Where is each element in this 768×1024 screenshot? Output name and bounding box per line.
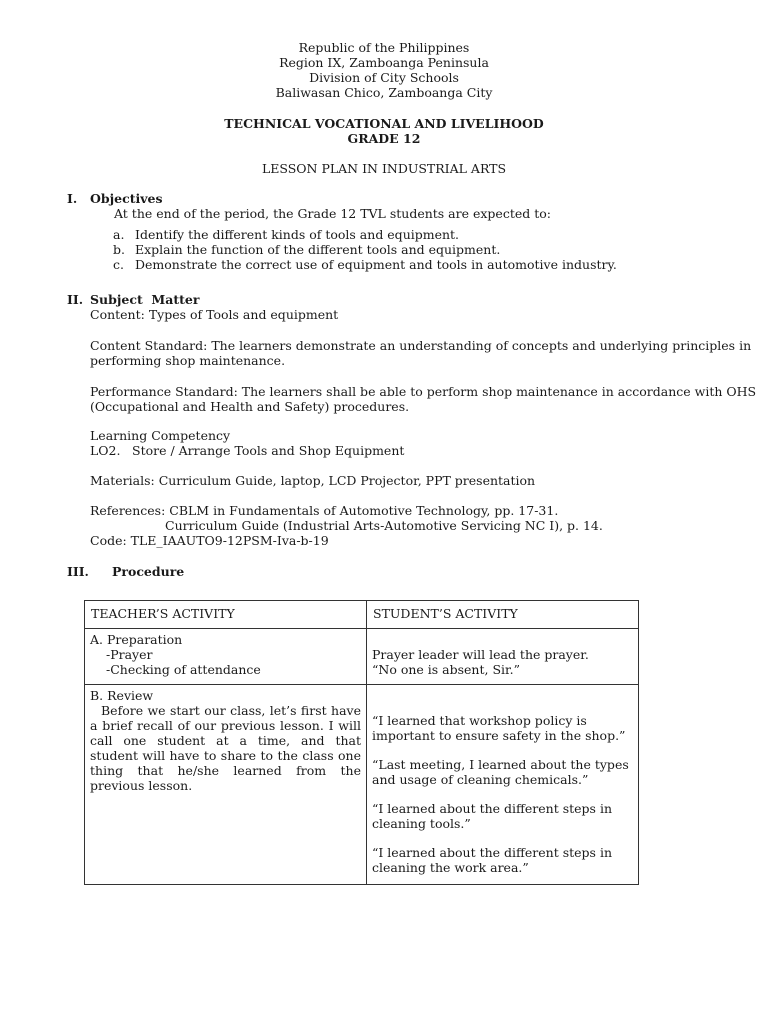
subject-content: Content: Types of Tools and equipment [90,307,339,322]
letterhead [0,40,768,100]
title-line: TECHNICAL VOCATIONAL AND LIVELIHOOD [224,116,544,131]
code: Code: TLE_IAAUTO9-12PSM-Iva-b-19 [90,533,329,548]
document-title [0,116,768,146]
letterhead-line: Baliwasan Chico, Zamboanga City [275,85,493,100]
table-row [85,629,639,685]
objective-text: Demonstrate the correct use of equipment and tools in automotive industry. [135,257,617,272]
objective-letter: b. [113,242,125,257]
student-response: Prayer leader will lead the prayer. [372,647,589,662]
objectives-numeral: I. [67,191,78,206]
objective-text: Identify the different kinds of tools and equipment. [135,227,460,242]
objective-text: Explain the function of the different tools and equipment. [135,242,501,257]
table-row [85,685,639,885]
student-cell [367,629,639,685]
objective-letter: c. [113,257,124,272]
objective-item [113,227,459,242]
review-title: B. Review [90,688,154,703]
references: References: CBLM in Fundamentals of Automotive Technology, pp. 17-31. [90,503,559,518]
preparation-title: A. Preparation [90,632,183,647]
preparation-item: -Checking of attendance [106,662,261,677]
competency-line [90,443,404,458]
student-response: “I learned about the different steps in cleaning the work area.” [372,845,612,875]
letterhead-line: Region IX, Zamboanga Peninsula [279,55,489,70]
student-response: “No one is absent, Sir.” [372,662,520,677]
content-standard: Content Standard: The learners demonstrate an understanding of concepts and underlying principles in [90,338,752,353]
materials: Materials: Curriculum Guide, laptop, LCD Projector, PPT presentation [90,473,536,488]
performance-standard: Performance Standard: The learners shall be able to perform shop maintenance in accordance with OHS [90,384,757,399]
procedure-table [84,600,639,885]
competency-label: Learning Competency [90,428,231,443]
procedure-heading: Procedure [112,564,185,579]
objectives-intro: At the end of the period, the Grade 12 TVL students are expected to: [114,206,551,221]
objectives-heading: Objectives [90,191,163,206]
student-response: “I learned about the different steps in cleaning tools.” [372,801,612,831]
letterhead-line: Division of City Schools [309,70,459,85]
table-header-row [85,601,639,629]
teacher-cell [85,629,367,685]
teacher-cell [85,685,367,885]
student-activity-header: STUDENT’S ACTIVITY [367,601,639,629]
student-cell [367,685,639,885]
objective-item [113,257,617,272]
competency-code: LO2. [90,443,121,458]
subject-heading: Subject Matter [90,292,200,307]
references-cont: Curriculum Guide (Industrial Arts-Automotive Servicing NC I), p. 14. [165,518,603,533]
preparation-item: -Prayer [106,647,153,662]
subject-numeral: II. [67,292,84,307]
letterhead-line: Republic of the Philippines [298,40,470,55]
review-text: Before we start our class, let’s first have a brief recall of our previous lesson. I will call one student at a time, and that student will have to share to the class one thing that he/she learned from the previous lesson. [90,703,361,793]
content-standard-cont: performing shop maintenance. [90,353,286,368]
teacher-activity-header: TEACHER’S ACTIVITY [85,601,367,629]
performance-standard-cont: (Occupational and Health and Safety) procedures. [90,399,410,414]
lesson-title: LESSON PLAN IN INDUSTRIAL ARTS [261,161,507,176]
objective-letter: a. [113,227,125,242]
student-response: “Last meeting, I learned about the types and usage of cleaning chemicals.” [372,757,629,787]
procedure-numeral: III. [67,564,89,579]
competency-text: Store / Arrange Tools and Shop Equipment [132,443,405,458]
student-response: “I learned that workshop policy is important to ensure safety in the shop.” [372,713,626,743]
objective-item [113,242,500,257]
title-line: GRADE 12 [347,131,421,146]
